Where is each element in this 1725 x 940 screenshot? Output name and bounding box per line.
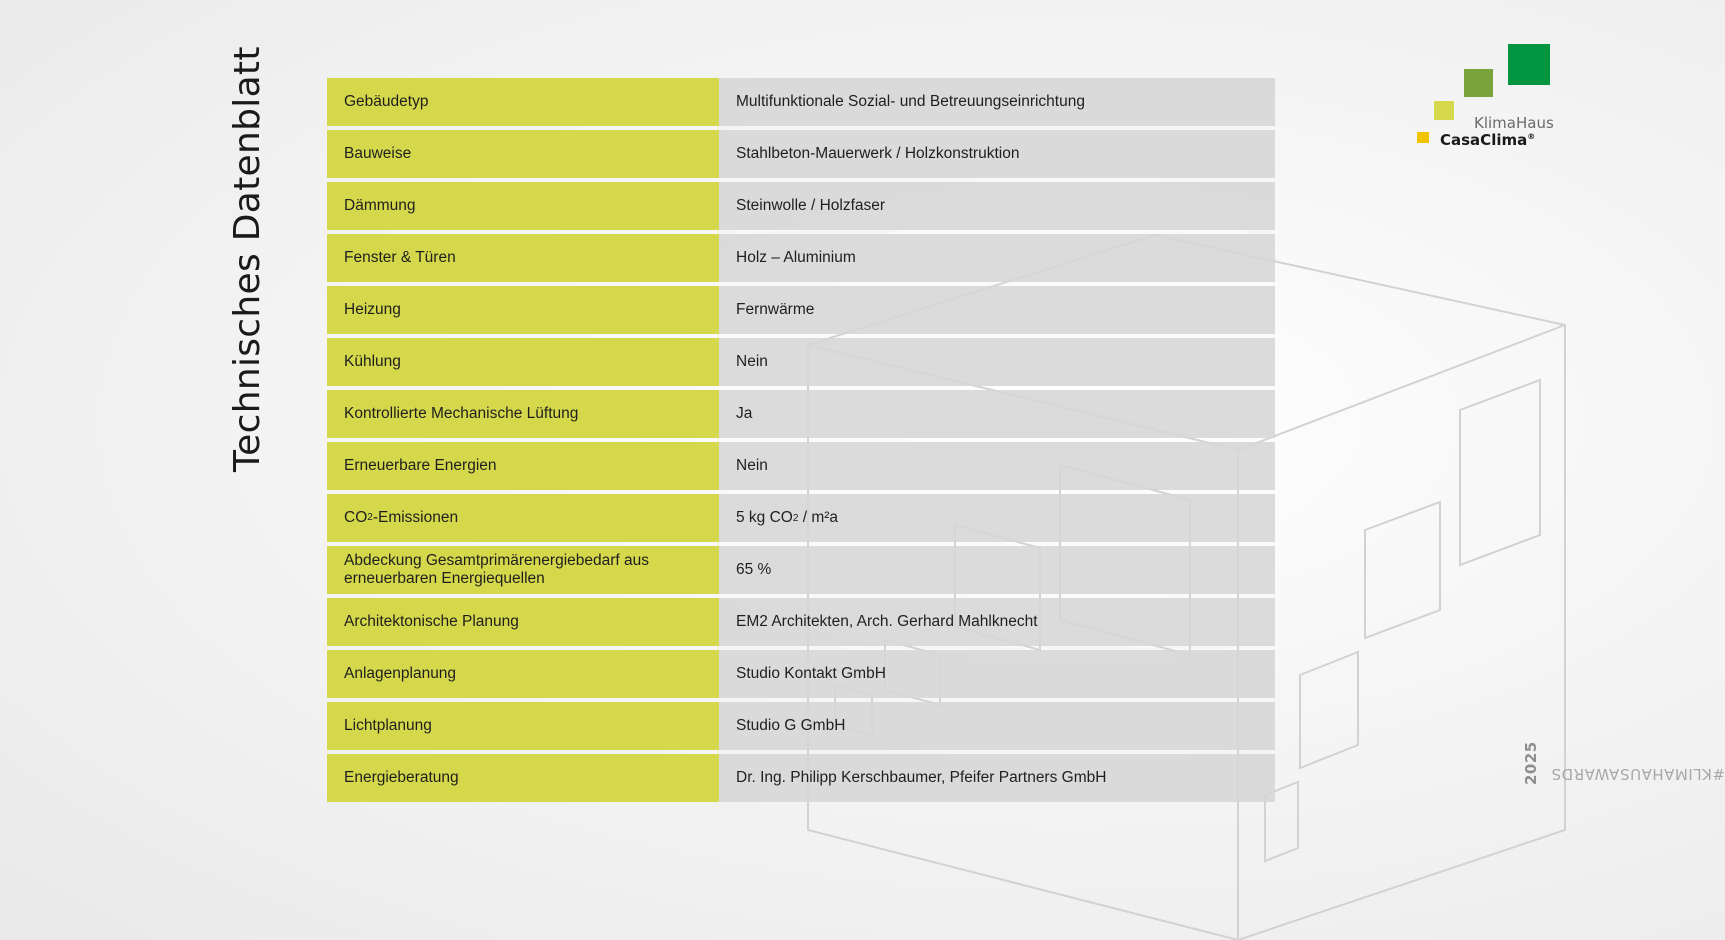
hashtag-year: 2025	[1522, 741, 1540, 785]
row-value: 65 %	[719, 546, 1275, 594]
table-row	[327, 754, 1275, 802]
value-subscript: 2	[792, 512, 799, 524]
table-row	[327, 650, 1275, 698]
row-label: Dämmung	[327, 182, 719, 230]
logo-text-klimahaus: KlimaHaus	[1474, 114, 1554, 132]
row-label: Anlagenplanung	[327, 650, 719, 698]
row-label: Kontrollierte Mechanische Lüftung	[327, 390, 719, 438]
table-row	[327, 546, 1275, 594]
row-value: Nein	[719, 338, 1275, 386]
row-value: EM2 Architekten, Arch. Gerhard Mahlknecht	[719, 598, 1275, 646]
row-label: Gebäudetyp	[327, 78, 719, 126]
table-row	[327, 286, 1275, 334]
row-value: Holz – Aluminium	[719, 234, 1275, 282]
logo-text-casaclima: CasaClima®	[1440, 131, 1536, 149]
row-label: Bauweise	[327, 130, 719, 178]
hashtag-text: #KLIMAHAUSAWARDS	[1551, 765, 1725, 783]
co2-subscript: 2	[367, 512, 373, 523]
row-label: Erneuerbare Energien	[327, 442, 719, 490]
logo-square-lime	[1434, 101, 1454, 120]
table-row	[327, 78, 1275, 126]
co2-suffix: -Emissionen	[372, 509, 459, 526]
row-label: Architektonische Planung	[327, 598, 719, 646]
row-label: Kühlung	[327, 338, 719, 386]
table-row	[327, 442, 1275, 490]
row-value: Stahlbeton-Mauerwerk / Holzkonstruktion	[719, 130, 1275, 178]
row-value: Fernwärme	[719, 286, 1275, 334]
page-title: Technisches Datenblatt	[227, 46, 268, 472]
row-value: Studio G GmbH	[719, 702, 1275, 750]
table-row	[327, 390, 1275, 438]
row-value: Steinwolle / Holzfaser	[719, 182, 1275, 230]
row-label: Abdeckung Gesamtprimärenergiebedarf aus erneuerbaren Energiequellen	[327, 546, 719, 594]
datasheet-table	[327, 78, 1275, 806]
value-prefix: 5 kg CO	[736, 509, 793, 526]
logo-square-mid-green	[1464, 69, 1493, 97]
co2-prefix: CO	[344, 509, 368, 526]
table-row	[327, 494, 1275, 542]
row-label: Fenster & Türen	[327, 234, 719, 282]
table-row	[327, 338, 1275, 386]
table-row	[327, 234, 1275, 282]
row-label: Heizung	[327, 286, 719, 334]
table-row	[327, 702, 1275, 750]
awards-hashtag	[1520, 580, 1725, 785]
row-label: Lichtplanung	[327, 702, 719, 750]
row-value: Ja	[719, 390, 1275, 438]
table-row	[327, 182, 1275, 230]
row-value: Dr. Ing. Philipp Kerschbaumer, Pfeifer Partners GmbH	[719, 754, 1275, 802]
row-value	[719, 494, 1275, 542]
table-row	[327, 598, 1275, 646]
row-value: Studio Kontakt GmbH	[719, 650, 1275, 698]
row-label: Energieberatung	[327, 754, 719, 802]
value-suffix: / m²a	[798, 509, 839, 526]
row-label	[327, 494, 719, 542]
row-value: Multifunktionale Sozial- und Betreuungseinrichtung	[719, 78, 1275, 126]
klimahaus-logo	[1410, 44, 1554, 154]
logo-square-yellow	[1417, 132, 1429, 143]
row-value: Nein	[719, 442, 1275, 490]
table-row	[327, 130, 1275, 178]
logo-square-dark-green	[1508, 44, 1550, 85]
registered-mark: ®	[1527, 132, 1536, 141]
